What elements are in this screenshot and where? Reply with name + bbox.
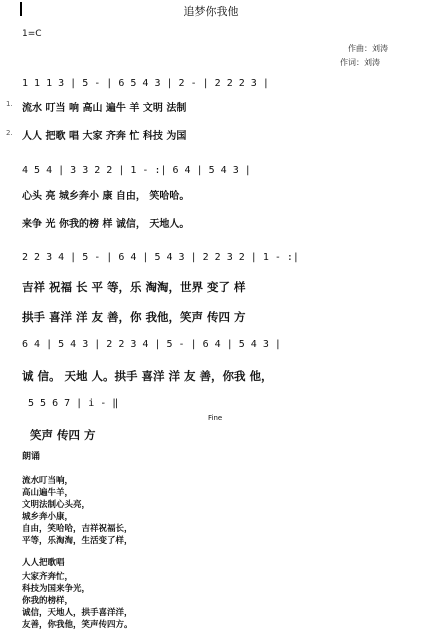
verse-mark-2: 2.	[6, 129, 13, 137]
lyric-row-2-verse-2: 来争 光 你我的榜 样 诚信， 天地人。	[22, 219, 190, 230]
recitation-title: 朗诵	[22, 452, 41, 462]
recitation-line: 文明法制心头亮，	[22, 500, 91, 510]
notation-row-2: 4 5 4 | 3 3 2 2 | 1 - :| 6 4 | 5 4 3 |	[22, 165, 251, 176]
recitation-line: 你我的榜样，	[22, 596, 74, 606]
recitation-line: 人人把歌唱	[22, 558, 65, 568]
lyricist-credit: 作词：刘涛	[340, 58, 380, 67]
recitation-line: 高山遍牛羊，	[22, 488, 74, 498]
notation-row-5: 5 5 6 7 | i - ‖	[28, 398, 119, 409]
recitation-line: 自由，笑哈哈，吉祥祝福长，	[22, 524, 133, 534]
recitation-line: 流水叮当响，	[22, 476, 74, 486]
key-signature: 1=C	[22, 29, 42, 39]
lyric-row-3-verse-2: 拱手 喜洋 洋 友 善，你 我他，笑声 传四 方	[22, 310, 246, 324]
notation-row-3: 2 2 3 4 | 5 - | 6 4 | 5 4 3 | 2 2 3 2 | 1 - :|	[22, 252, 299, 263]
verse-mark-1: 1.	[6, 100, 13, 108]
notation-row-4: 6 4 | 5 4 3 | 2 2 3 4 | 5 - | 6 4 | 5 4 3 |	[22, 339, 281, 350]
lyric-row-3-verse-1: 吉祥 祝福 长 平 等，乐 淘淘，世界 变了 样	[22, 280, 246, 294]
lyric-row-1-verse-1: 流水 叮当 响 高山 遍牛 羊 文明 法制	[22, 103, 187, 114]
lyric-row-5: 笑声 传四 方	[30, 428, 96, 442]
song-title: 追梦你我他	[183, 5, 239, 18]
notation-row-1: 1 1 1 3 | 5 - | 6 5 4 3 | 2 - | 2 2 2 3 |	[22, 78, 269, 89]
lyric-row-4: 诚 信。 天地 人。拱手 喜洋 洋 友 善，你我 他，	[22, 369, 273, 383]
recitation-stanza-1	[22, 474, 133, 546]
composer-credit: 作曲：刘涛	[348, 44, 388, 53]
lyric-row-2-verse-1: 心头 亮 城乡奔小 康 自由， 笑哈哈。	[22, 191, 190, 202]
recitation-line: 友善，你我他，笑声传四方。	[22, 620, 133, 630]
recitation-line: 平等，乐淘淘，生活变了样，	[22, 536, 133, 546]
recitation-line: 大家齐奔忙，	[22, 572, 74, 582]
lyric-row-1-verse-2: 人人 把歌 唱 大家 齐奔 忙 科技 为国	[22, 131, 187, 142]
recitation-line: 科技为国来争光，	[22, 584, 91, 594]
recitation-line: 诚信，天地人，拱手喜洋洋，	[22, 608, 133, 618]
recitation-stanza-2	[22, 556, 133, 630]
fine-mark: Fine	[208, 414, 223, 422]
recitation-line: 城乡奔小康，	[22, 512, 74, 522]
